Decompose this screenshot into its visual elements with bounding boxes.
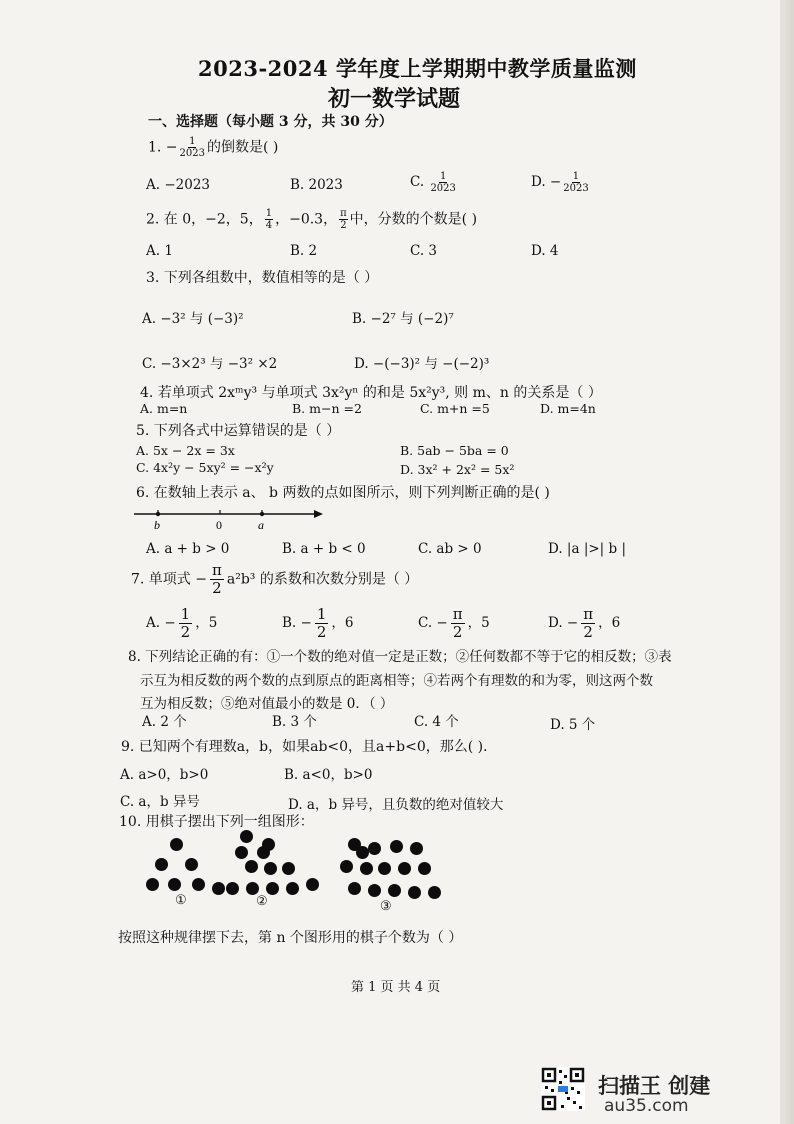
q1-option-c: C. $\frac{1}{2023}$ — [410, 171, 456, 194]
q8-option-a: A. 2 个 — [142, 714, 187, 730]
question-8-line-2: 示互为相反数的两个数的点到原点的距离相等；④若两个有理数的和为零，则这两个数 — [140, 673, 653, 689]
q8-option-b: B. 3 个 — [272, 714, 317, 730]
q3-option-a: A. −3² 与 (−3)² — [142, 311, 244, 327]
q6-option-a: A. a + b > 0 — [146, 541, 230, 557]
question-8-line-3: 互为相反数；⑤绝对值最小的数是 0．（ ） — [140, 696, 394, 712]
chess-piece — [368, 884, 381, 897]
chess-piece — [286, 882, 299, 895]
q2-option-a: A. 1 — [146, 243, 173, 259]
question-8-line-1: 8. 下列结论正确的有：①一个数的绝对值一定是正数；②任何数都不等于它的相反数；③表 — [128, 649, 672, 665]
chess-piece — [368, 842, 381, 855]
chess-piece — [282, 862, 295, 875]
figure-label-2: ② — [256, 894, 268, 909]
chess-piece — [226, 882, 239, 895]
q1-option-a: A. −2023 — [146, 177, 210, 193]
page-footer: 第 1 页 共 4 页 — [351, 980, 441, 995]
q1-option-d: D. − $\frac{1}{2023}$ — [531, 171, 589, 194]
q5-option-c: C. 4x²y − 5xy² = −x²y — [136, 460, 274, 475]
q9-option-d: D. a，b 异号，且负数的绝对值较大 — [288, 797, 504, 813]
chess-piece — [340, 860, 353, 873]
chess-piece — [264, 862, 277, 875]
chess-piece — [212, 882, 225, 895]
q6-option-d: D. |a |>| b | — [548, 541, 626, 557]
chess-piece — [306, 878, 319, 891]
q8-option-c: C. 4 个 — [414, 714, 459, 730]
q2-option-b: B. 2 — [290, 243, 318, 259]
q4-option-c: C. m+n =5 — [420, 401, 490, 416]
chess-piece — [348, 882, 361, 895]
fraction: $\frac{1}{2023}$ — [179, 136, 205, 159]
q7-option-b: B. − $\frac{1}{2}$ ，6 — [282, 605, 354, 641]
chess-piece — [192, 878, 205, 891]
chess-piece — [428, 886, 441, 899]
qr-code-icon — [541, 1067, 585, 1111]
chess-piece — [266, 882, 279, 895]
q7-option-c: C. − $\frac{\pi}{2}$ ，5 — [418, 605, 490, 641]
question-6-stem: 6. 在数轴上表示 a、 b 两数的点如图所示，则下列判断正确的是( ) — [136, 485, 550, 501]
chess-piece — [408, 886, 421, 899]
question-3-stem: 3. 下列各组数中，数值相等的是（ ） — [146, 270, 379, 286]
chess-piece — [360, 862, 373, 875]
q9-option-b: B. a<0，b>0 — [284, 767, 373, 783]
watermark-url: au35.com — [604, 1096, 689, 1116]
q7-option-d: D. − $\frac{\pi}{2}$ ，6 — [548, 605, 621, 641]
q3-option-c: C. −3×2³ 与 −3² ×2 — [142, 356, 278, 372]
question-9-stem: 9. 已知两个有理数a，b，如果ab<0，且a+b<0，那么( )． — [121, 739, 498, 755]
q5-option-b: B. 5ab − 5ba = 0 — [400, 443, 509, 458]
chess-piece — [155, 858, 168, 871]
q4-option-d: D. m=4n — [540, 401, 596, 416]
q3-option-b: B. −2⁷ 与 (−2)⁷ — [352, 311, 454, 327]
chess-piece — [235, 846, 248, 859]
chess-piece — [146, 878, 159, 891]
question-4-stem: 4. 若单项式 2xᵐy³ 与单项式 3x²yⁿ 的和是 5x²y³, 则 m、n 的关系是（ ） — [140, 385, 602, 401]
question-5-stem: 5. 下列各式中运算错误的是（ ） — [136, 423, 341, 439]
chess-piece — [240, 830, 253, 843]
q4-option-a: A. m=n — [140, 401, 188, 416]
number-line-label-b: b — [154, 518, 160, 532]
chess-piece — [410, 842, 423, 855]
q2-option-c: C. 3 — [410, 243, 438, 259]
number-line-figure — [134, 505, 324, 535]
question-10-prompt: 按照这种规律摆下去，第 n 个图形用的棋子个数为（ ） — [118, 930, 463, 946]
q2-option-d: D. 4 — [531, 243, 559, 259]
question-10-stem: 10. 用棋子摆出下列一组图形： — [119, 814, 314, 830]
figure-label-3: ③ — [380, 899, 392, 914]
q5-option-a: A. 5x − 2x = 3x — [136, 443, 235, 458]
chess-piece — [168, 878, 181, 891]
exam-title: 2023-2024 学年度上学期期中教学质量监测 — [198, 56, 637, 81]
chess-piece — [378, 862, 391, 875]
q9-option-c: C. a，b 异号 — [120, 794, 200, 810]
chess-piece — [356, 846, 369, 859]
exam-subtitle: 初一数学试题 — [328, 86, 461, 112]
chess-piece — [170, 838, 183, 851]
section-heading: 一、选择题（每小题 3 分，共 30 分） — [148, 114, 393, 130]
q6-option-b: B. a + b < 0 — [282, 541, 366, 557]
question-1-stem: 1. − $\frac{1}{2023}$ 的倒数是( ) — [148, 136, 279, 159]
question-2-stem: 2. 在 0，−2，5， $\frac{1}{4}$ ，−0.3， $\frac{\pi}{2}$ 中，分数的个数是( ) — [146, 208, 478, 231]
q5-option-d: D. 3x² + 2x² = 5x² — [400, 462, 515, 477]
q6-option-c: C. ab > 0 — [418, 541, 482, 557]
q8-option-d: D. 5 个 — [550, 717, 596, 733]
chess-piece — [398, 862, 411, 875]
watermark-brand: 扫描王 创建 — [598, 1074, 711, 1098]
number-line-label-a: a — [258, 518, 264, 532]
chess-piece — [245, 860, 258, 873]
figure-label-1: ① — [175, 893, 187, 908]
chess-piece — [418, 862, 431, 875]
chess-piece — [262, 838, 275, 851]
q4-option-b: B. m−n =2 — [292, 401, 362, 416]
chess-piece — [390, 840, 403, 853]
q9-option-a: A. a>0，b>0 — [120, 767, 209, 783]
q7-option-a: A. − $\frac{1}{2}$ ，5 — [146, 605, 218, 641]
question-7-stem: 7. 单项式 − $\frac{\pi}{2}$ a²b³ 的系数和次数分别是（ ） — [131, 561, 419, 597]
q3-option-d: D. −(−3)² 与 −(−2)³ — [354, 356, 490, 372]
chess-piece — [388, 884, 401, 897]
scan-edge — [780, 0, 794, 1124]
number-line-label-zero: 0 — [216, 518, 222, 532]
q1-option-b: B. 2023 — [290, 177, 343, 193]
chess-piece — [185, 858, 198, 871]
